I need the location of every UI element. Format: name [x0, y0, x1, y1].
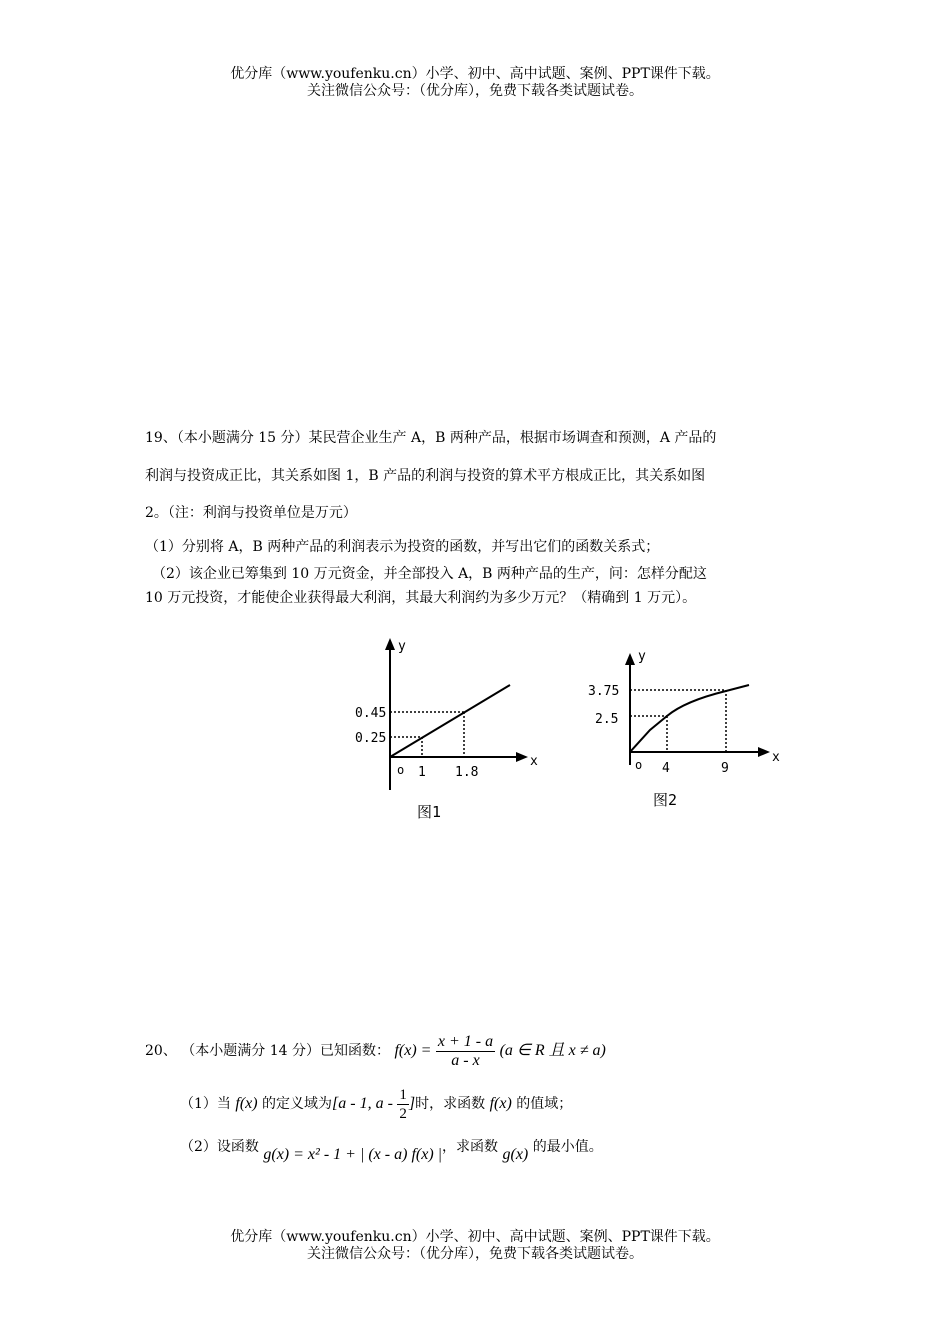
footer-line-2: 关注微信公众号：（优分库），免费下载各类试题试卷。: [307, 1246, 643, 1262]
fig1-y-arrow: [385, 638, 395, 650]
fig2-xtick-9: 9: [721, 761, 729, 776]
q20-p2-text-a: （2）设函数: [180, 1139, 259, 1155]
q20-p1-text-b: 的定义域为: [262, 1096, 333, 1112]
fig1-ytick-045: 0.45: [355, 706, 387, 721]
q19-line-1: 19、（本小题满分 15 分）某民营企业生产 A，B 两种产品，根据市场调查和预测，A 产品的: [145, 430, 717, 446]
fig2-y-arrow: [625, 653, 635, 665]
q20-f-denominator: a - x: [451, 1051, 480, 1069]
q20-p2-g: g(x): [502, 1146, 529, 1163]
q20-p2-text-c: 的最小值。: [532, 1139, 603, 1155]
q19-part-1: （1）分别将 A，B 两种产品的利润表示为投资的函数，并写出它们的函数关系式；: [145, 539, 660, 555]
q20-f-condition: (a ∈ R 且 x ≠ a): [499, 1042, 606, 1059]
q20-p1-interval-a: [a - 1, a -: [332, 1095, 393, 1112]
fig2-x-label: x: [772, 750, 780, 765]
q20-p1-half-num: 1: [399, 1086, 407, 1103]
q20-p1-f: f(x): [235, 1095, 258, 1112]
q20-p1-text-a: （1）当: [180, 1096, 231, 1112]
fig2-y-label: y: [638, 649, 646, 664]
q20-part-2: [180, 1130, 603, 1164]
fig2-x-arrow: [758, 747, 770, 757]
fig1-x-label: x: [530, 754, 538, 769]
fig1-caption: 图1: [417, 803, 442, 821]
fig2-origin-label: o: [635, 758, 643, 772]
fig1-xtick-1: 1: [418, 765, 426, 780]
fig1-y-label: y: [398, 639, 406, 654]
q20-p1-text-c: 时，求函数: [415, 1096, 486, 1112]
fig2-caption: 图2: [653, 791, 678, 809]
q20-prefix: 20、 （本小题满分 14 分）已知函数：: [145, 1043, 390, 1059]
q20-part-1: [180, 1085, 572, 1123]
footer-line-1: 优分库（www.youfenku.cn）小学、初中、高中试题、案例、PPT课件下载。: [230, 1229, 720, 1245]
header-line-2: 关注微信公众号：（优分库），免费下载各类试题试卷。: [307, 83, 643, 99]
fig1-origin-label: o: [397, 763, 405, 777]
q20-f-lhs: f(x) =: [394, 1042, 432, 1059]
fig1-line: [390, 685, 510, 757]
page-footer: [0, 1229, 950, 1263]
q20-p2-text-b: ，求函数: [442, 1139, 499, 1155]
page-header: [0, 66, 950, 100]
fig2-ytick-375: 3.75: [588, 684, 620, 699]
fig1-xtick-18: 1.8: [455, 765, 479, 780]
q20-statement: [145, 1032, 606, 1070]
figure-2: [585, 645, 795, 815]
fig2-ytick-25: 2.5: [595, 712, 619, 727]
q19-line-2: 利润与投资成正比，其关系如图 1，B 产品的利润与投资的算术平方根成正比，其关系如图: [145, 468, 706, 484]
fig2-xtick-4: 4: [662, 761, 670, 776]
fig1-ytick-025: 0.25: [355, 731, 387, 746]
q20-p1-text-d: 的值域；: [516, 1096, 573, 1112]
q20-p2-g-def: g(x) = x² - 1 + | (x - a) f(x) |: [263, 1146, 443, 1163]
q20-p1-interval-b: ]: [408, 1095, 416, 1112]
q19-part-2b: 10 万元投资，才能使企业获得最大利润，其最大利润约为多少万元？（精确到 1 万元）。: [145, 590, 697, 606]
q20-p1-half: [397, 1086, 409, 1123]
q20-p1-half-den: 2: [399, 1105, 407, 1122]
fig2-curve: [630, 685, 749, 752]
q20-f-fraction: [436, 1033, 495, 1070]
figure-1: [345, 630, 555, 825]
q19-line-3: 2。（注：利润与投资单位是万元）: [145, 505, 357, 521]
q20-f-numerator: x + 1 - a: [437, 1032, 494, 1050]
q19-part-2a: （2）该企业已筹集到 10 万元资金，并全部投入 A，B 两种产品的生产，问：怎样分配这: [152, 566, 707, 582]
header-line-1: 优分库（www.youfenku.cn）小学、初中、高中试题、案例、PPT课件下载。: [230, 66, 720, 82]
q20-p1-f2: f(x): [489, 1095, 512, 1112]
fig1-x-arrow: [516, 752, 528, 762]
